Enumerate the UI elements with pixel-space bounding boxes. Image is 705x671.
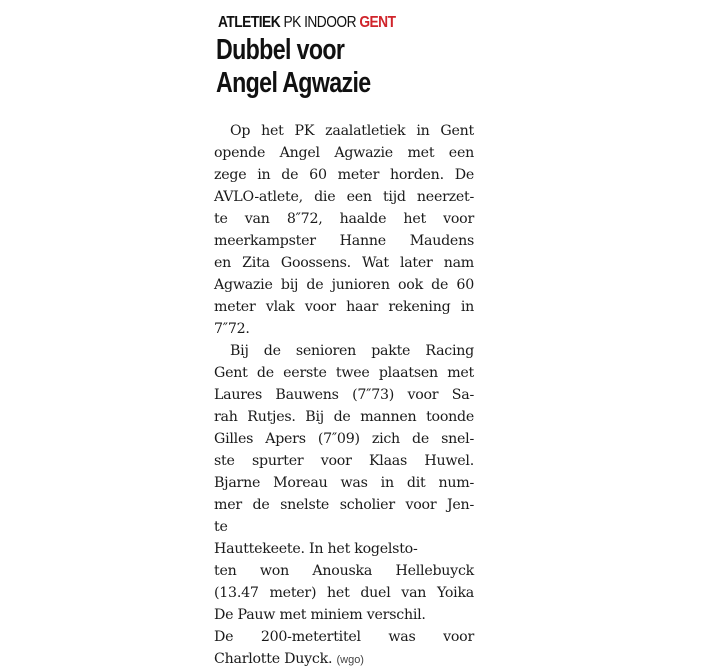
highlighted-text: De Pauw met miniem verschil. [214, 607, 426, 623]
kicker-location: GENT [359, 14, 396, 31]
headline-line-2: Angel Agwazie [216, 67, 371, 99]
body-line: Bij de senioren pakte Racing [230, 343, 474, 359]
body-line: rah Rutjes. Bij de mannen toonde [214, 409, 474, 425]
body-line: zege in de 60 meter horden. De [214, 167, 474, 183]
body-text: Hauttekeete. [214, 541, 305, 557]
body-line: meter vlak voor haar rekening in [214, 299, 474, 315]
body-line: meerkampster Hanne Maudens [214, 233, 474, 249]
body-line: mer de snelste scholier voor Jen- [214, 497, 474, 513]
kicker-event: PK INDOOR [283, 14, 357, 31]
article-kicker [218, 14, 438, 32]
headline-line-1: Dubbel voor [216, 34, 345, 66]
body-line: Bjarne Moreau was in dit num- [214, 475, 474, 491]
body-line-highlighted [214, 582, 474, 604]
author-signature: (wgo) [336, 654, 364, 666]
body-line: Laures Bauwens (7″73) voor Sa- [214, 387, 474, 403]
body-line: opende Angel Agwazie met een [214, 145, 474, 161]
body-line-signed [214, 648, 474, 670]
body-line: Agwazie bij de junioren ook de 60 [214, 277, 474, 293]
body-line-highlighted [214, 604, 474, 626]
body-line-mixed [214, 538, 474, 560]
body-line-highlighted [214, 560, 474, 582]
highlighted-text: ten won Anouska Hellebuyck [214, 563, 474, 579]
article-body [214, 120, 474, 670]
body-line: AVLO-atlete, die een tijd neerzet- [214, 189, 474, 205]
body-line: en Zita Goossens. Wat later nam [214, 255, 474, 271]
body-text: te [214, 519, 228, 535]
kicker-sport: ATLETIEK [218, 14, 281, 31]
body-line: Gilles Apers (7″09) zich de snel- [214, 431, 474, 447]
body-line: Op het PK zaalatletiek in Gent [230, 123, 474, 139]
body-text: Charlotte Duyck. [214, 651, 333, 667]
article-headline [216, 34, 422, 100]
newspaper-clipping [198, 0, 482, 667]
body-line: ste spurter voor Klaas Huwel. [214, 453, 474, 469]
body-line-mixed [214, 516, 474, 538]
highlighted-text: In het kogelsto- [309, 541, 418, 557]
highlighted-text: (13.47 meter) het duel van Yoika [214, 585, 474, 601]
body-line: 7″72. [214, 321, 250, 337]
body-line: te van 8″72, haalde het voor [214, 211, 474, 227]
body-line: Gent de eerste twee plaatsen met [214, 365, 474, 381]
body-line: De 200-metertitel was voor [214, 629, 474, 645]
